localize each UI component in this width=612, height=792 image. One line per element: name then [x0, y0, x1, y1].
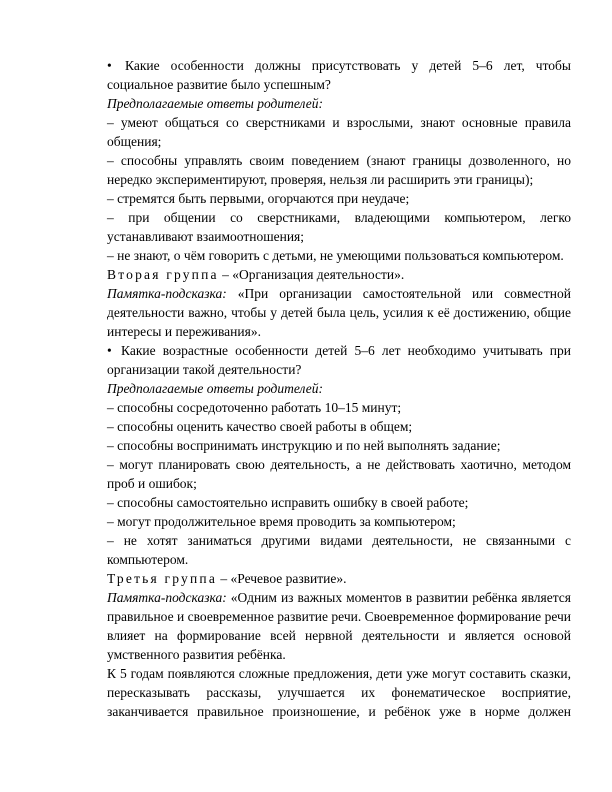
question-paragraph-1	[107, 56, 571, 94]
group-heading-2	[107, 265, 571, 284]
hint-paragraph-2	[107, 284, 571, 341]
question-text: Какие особенности должны присутствовать у детей 5–6 лет, чтобы социальное развитие было успешным?	[107, 58, 571, 92]
group-title: – «Речевое развитие».	[217, 571, 347, 586]
group-heading-3	[107, 569, 571, 588]
answer-item: – при общении со сверстниками, владеющими компьютером, легко устанавливают взаимоотношения;	[107, 210, 571, 244]
group-label: Вторая группа	[107, 267, 219, 282]
answers-heading: Предполагаемые ответы родителей:	[107, 381, 323, 396]
answer-item: – могут продолжительное время проводить за компьютером;	[107, 514, 456, 529]
answer-item: – способны управлять своим поведением (знают границы дозволенного, но нередко экспериментируют, проверяя, нельзя ли расширить эти границы);	[107, 153, 571, 187]
hint-paragraph-3	[107, 588, 571, 664]
hint-text: «Одним из важных моментов в развитии ребёнка является правильное и своевременное развитие речи. Своевременное формирование речи влияет на формирование всей нервной деятельности и является основой умственного развития ребёнка.	[107, 590, 571, 662]
bullet-icon: •	[107, 58, 112, 73]
group-title: – «Организация деятельности».	[218, 267, 405, 282]
question-paragraph-2	[107, 341, 571, 379]
answer-item: – умеют общаться со сверстниками и взрослыми, знают основные правила общения;	[107, 115, 571, 149]
answer-item: – способны самостоятельно исправить ошибку в своей работе;	[107, 495, 469, 510]
hint-label: Памятка-подсказка:	[107, 590, 227, 605]
answer-item: – не хотят заниматься другими видами деятельности, не связанными с компьютером.	[107, 533, 571, 567]
document-page	[107, 56, 571, 721]
answer-item: – стремятся быть первыми, огорчаются при неудаче;	[107, 191, 410, 206]
hint-label: Памятка-подсказка:	[107, 286, 227, 301]
answer-item: – способны сосредоточенно работать 10–15 минут;	[107, 400, 402, 415]
bullet-icon: •	[107, 343, 112, 358]
body-paragraph: К 5 годам появляются сложные предложения, дети уже могут составить сказки, пересказывать рассказы, улучшается их фонематическое восприятие, заканчивается правильное произношение, и ребёнок уже в норме должен	[107, 666, 571, 719]
answer-item: – не знают, о чём говорить с детьми, не умеющими пользоваться компьютером.	[107, 248, 564, 263]
answer-item: – способны воспринимать инструкцию и по ней выполнять задание;	[107, 438, 501, 453]
question-text: Какие возрастные особенности детей 5–6 лет необходимо учитывать при организации такой деятельности?	[107, 343, 571, 377]
hint-text: «При организации самостоятельной или совместной деятельности важно, чтобы у детей была цель, усилия к её достижению, общие интересы и переживания».	[107, 286, 571, 339]
answers-heading: Предполагаемые ответы родителей:	[107, 96, 323, 111]
group-label: Третья группа	[107, 571, 218, 586]
answer-item: – способны оценить качество своей работы в общем;	[107, 419, 413, 434]
answer-item: – могут планировать свою деятельность, а не действовать хаотично, методом проб и ошибок;	[107, 457, 571, 491]
